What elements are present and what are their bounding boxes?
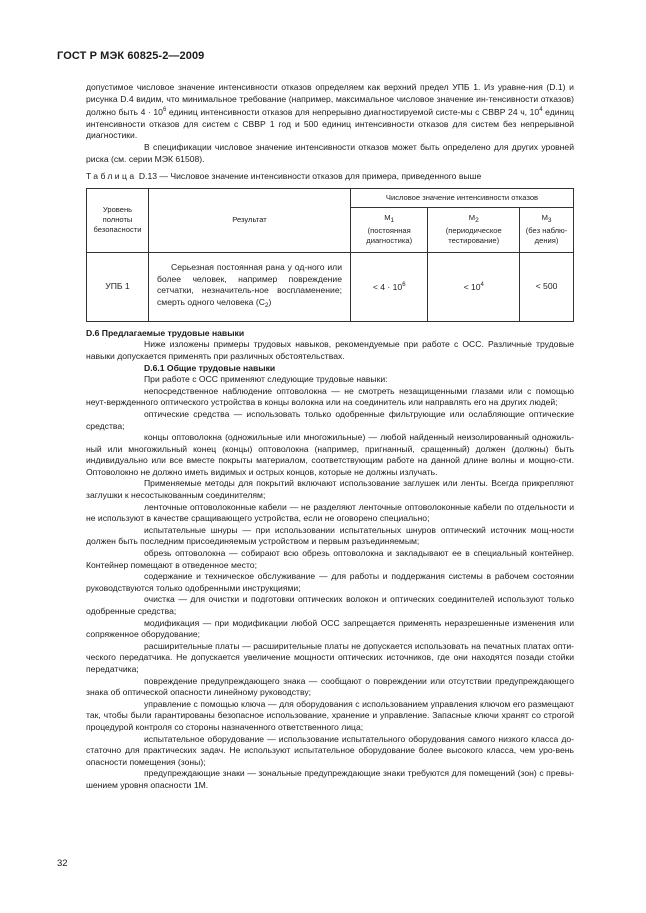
cell-level: УПБ 1 bbox=[87, 252, 149, 321]
col-header-level: Уровень полноты безопасности bbox=[87, 188, 149, 252]
list-item: очистка — для очистки и подготовки оптических волокон и оптических соединителей используют только одобренные средства; bbox=[86, 594, 574, 616]
list-item: испытательные шнуры — при использовании испытательных шнуров оптический источник мощ-ности должен быть последним присоединяемым устройством и первым разъединяемым; bbox=[86, 524, 574, 547]
list-item: расширительные платы — расширительные платы не допускается использовать на печатных платах опти-ческого передатчика. Не допускается увеличение мощности оптических источников, где они находятся позади стойки передатчика; bbox=[86, 640, 574, 674]
section-paragraphs bbox=[86, 374, 574, 791]
col-header-m2: M2 (периодическое тестирование) bbox=[428, 207, 520, 252]
list-item: модификация — при модификации любой ОСС запрещается применять неразрешенные изменения или сопряженное оборудование; bbox=[86, 617, 574, 640]
failure-rate-table bbox=[86, 188, 574, 322]
cell-m3: < 500 bbox=[520, 252, 574, 321]
list-item: При работе с ОСС применяют следующие трудовые навыки: bbox=[144, 374, 388, 385]
list-item: Применяемые методы для покрытий включают использование заглушек или ленты. Всегда прикрепляют заглушки к несостыкованным соединителям; bbox=[86, 478, 574, 501]
list-item: оптические средства — использовать только одобренные фильтрующие или ослабляющие оптические средства; bbox=[86, 408, 574, 431]
col-header-m3: M3 (без наблю-дения) bbox=[520, 207, 574, 252]
cell-m1: < $4 \cdot 10^6$ bbox=[351, 252, 428, 321]
list-item: непосредственное наблюдение оптоволокна — не смотреть незащищенными глазами или с помощью неут-вержденного оптического устройства в концы волокна или на соединитель или направлять его на других людей; bbox=[86, 385, 574, 408]
list-item: концы оптоволокна (одножильные или многожильные) — любой найденный неизолированный одножиль-ный или многожильный конец (концы) оптоволокна (например, пригнанный, сращенный) должен (должны) быть индивидуально или все вместе покрыты материалом, соответствующим работе на данной длине волны и мощно-сти. Оптоволокно не должно иметь видимых и острых концов, которые не должны излучать. bbox=[86, 432, 574, 477]
list-item: обрезь оптоволокна — собирают всю обрезь оптоволокна и закладывают ее в специальный контейнер. Контейнер помещают в отведенное место; bbox=[86, 548, 574, 570]
table-row bbox=[87, 252, 574, 321]
list-item: содержание и техническое обслуживание — для работы и поддержания системы в рабочем состоянии руководствуются только одобренными инструкциями; bbox=[86, 571, 574, 593]
cell-result: Серьезная постоянная рана у од-ного или более человек, например повреждение сетчатки, незначитель-ное воспламенение; смерть одного человека $(C_2)$ bbox=[149, 252, 351, 321]
section-d6-title: D.6 Предлагаемые трудовые навыки bbox=[86, 327, 245, 338]
list-item: управление с помощью ключа — для оборудования с использованием управления ключом его размещают так, чтобы были гарантированы безопасное использование, хранение и управление. Запасные ключи хранят со строгой процедурой контроля со стороны назначенного ответственного лица; bbox=[86, 698, 574, 732]
section-d61-title: D.6.1 Общие трудовые навыки bbox=[144, 362, 276, 373]
col-header-group: Числовое значение интенсивности отказов bbox=[351, 188, 574, 207]
table-caption: Таблица D.13 — Числовое значение интенсивности отказов для примера, приведенного выше bbox=[86, 171, 482, 182]
page-number: 32 bbox=[57, 858, 68, 869]
intro-paragraph-2: В спецификации числовое значение интенсивности отказов может быть определено для других уровней риска (см. серии МЭК 61508). bbox=[86, 141, 574, 164]
page-content bbox=[86, 82, 574, 792]
list-item: ленточные оптоволоконные кабели — не разделяют ленточные оптоволоконные кабели по отдельности и не используют в качестве сращивающего устройства, если не оговорено специально; bbox=[86, 501, 574, 524]
col-header-result: Результат bbox=[149, 188, 351, 252]
section-d6-text: Ниже изложены примеры трудовых навыков, рекомендуемые при работе с ОСС. Различные трудовые навыки допускается применять при различных обстоятельствах. bbox=[86, 339, 574, 361]
intro-paragraph-1: допустимое числовое значение интенсивности отказов определяем как верхний предел УПБ 1. Из уравне-ния (D.1) и рисунка D.4 видим, что минимальное требование (например, максимальное числовое значение ин-тенсивности отказов) должно быть $4 \cdot 10^6$ единиц интенсивности отказов для непрерывно диагностируемой систе-мы с СВВР 24 ч, $10^4$ единиц интенсивности отказов для систем с СВВР 1 год и 500 единиц интенсивности отказов для систем без непрерывной диагностики. bbox=[86, 82, 575, 141]
col-header-m1: M1 (постоянная диагностика) bbox=[351, 207, 428, 252]
list-item: повреждение предупреждающего знака — сообщают о повреждении или отсутствии предупреждающего знака об оптической опасности линейному руководству; bbox=[86, 675, 574, 698]
list-item: испытательное оборудование — использование испытательного оборудования самого низкого класса до-статочно для практических задач. Не используют испытательное оборудование более высокого класса, чем уро-вень опасности помещения (зоны); bbox=[86, 733, 574, 767]
document-header: ГОСТ Р МЭК 60825-2—2009 bbox=[57, 50, 205, 62]
list-item: предупреждающие знаки — зональные предупреждающие знаки требуются для помещений (зон) с превы-шением уровня опасности 1М. bbox=[86, 768, 574, 790]
cell-m2: < $10^4$ bbox=[428, 252, 520, 321]
